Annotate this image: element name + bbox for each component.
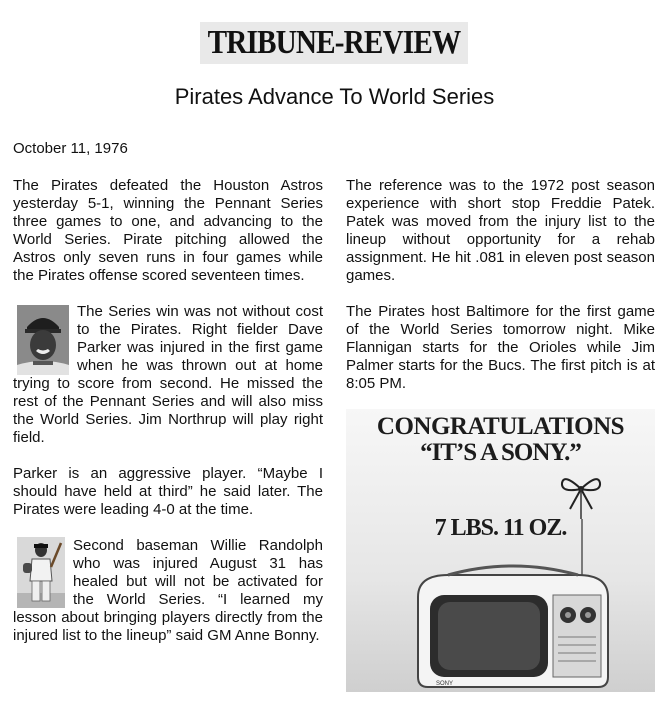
paragraph-4-text: Second baseman Willie Randolph who was injured August 31 has healed but will not be activated for the World Series. “I learned my lesson about bringing players directly from the injured list to the lineup” said GM Anne Bonny.	[13, 537, 323, 644]
gift-bow-icon	[556, 469, 606, 519]
ad-line-its-a-sony: “IT’S A SONY.”	[420, 439, 581, 466]
sony-tv-illustration	[408, 557, 618, 692]
dateline: October 11, 1976	[13, 140, 128, 157]
tv-brand-label: SONY	[436, 681, 454, 687]
paragraph-4	[13, 537, 323, 645]
left-column	[13, 177, 323, 663]
sony-advertisement	[346, 409, 655, 692]
right-column	[346, 177, 655, 411]
headline: Pirates Advance To World Series	[174, 84, 495, 109]
paragraph-2-text: The Series win was not without cost to the Pirates. Right fielder Dave Parker was injured in the first game when he was thrown out at home trying to score from second. He missed the rest of the Pennant Series and will also miss the World Series. Jim Northrup will play right field.	[13, 303, 323, 446]
dave-parker-photo	[17, 305, 69, 375]
masthead-title: TRIBUNE-REVIEW	[207, 24, 461, 61]
paragraph-5: The reference was to the 1972 post season experience with short stop Freddie Patek. Patek was moved from the injury list to the lineup without opportunity for a rehab assignment. He hit .081 in eleven post season games.	[346, 177, 655, 284]
paragraph-6: The Pirates host Baltimore for the first game of the World Series tomorrow night. Mike Flannigan starts for the Orioles while Jim Palmer starts for the Bucs. The first pitch is at 8:05 PM.	[346, 303, 655, 392]
paragraph-2	[13, 303, 323, 447]
paragraph-1: The Pirates defeated the Houston Astros yesterday 5-1, winning the Pennant Series three games to one, and advancing to the World Series. Pirate pitching allowed the Astros only seven runs in four games while the Pirates offense scored seventeen times.	[13, 177, 323, 284]
ad-line-weight: 7 LBS. 11 OZ.	[434, 515, 567, 541]
paragraph-3: Parker is an aggressive player. “Maybe I should have held at third” he said later. The Pirates were leading 4-0 at the time.	[13, 465, 323, 518]
ad-line-congratulations: CONGRATULATIONS	[376, 413, 625, 440]
willie-randolph-photo	[17, 537, 65, 608]
masthead	[200, 22, 468, 64]
